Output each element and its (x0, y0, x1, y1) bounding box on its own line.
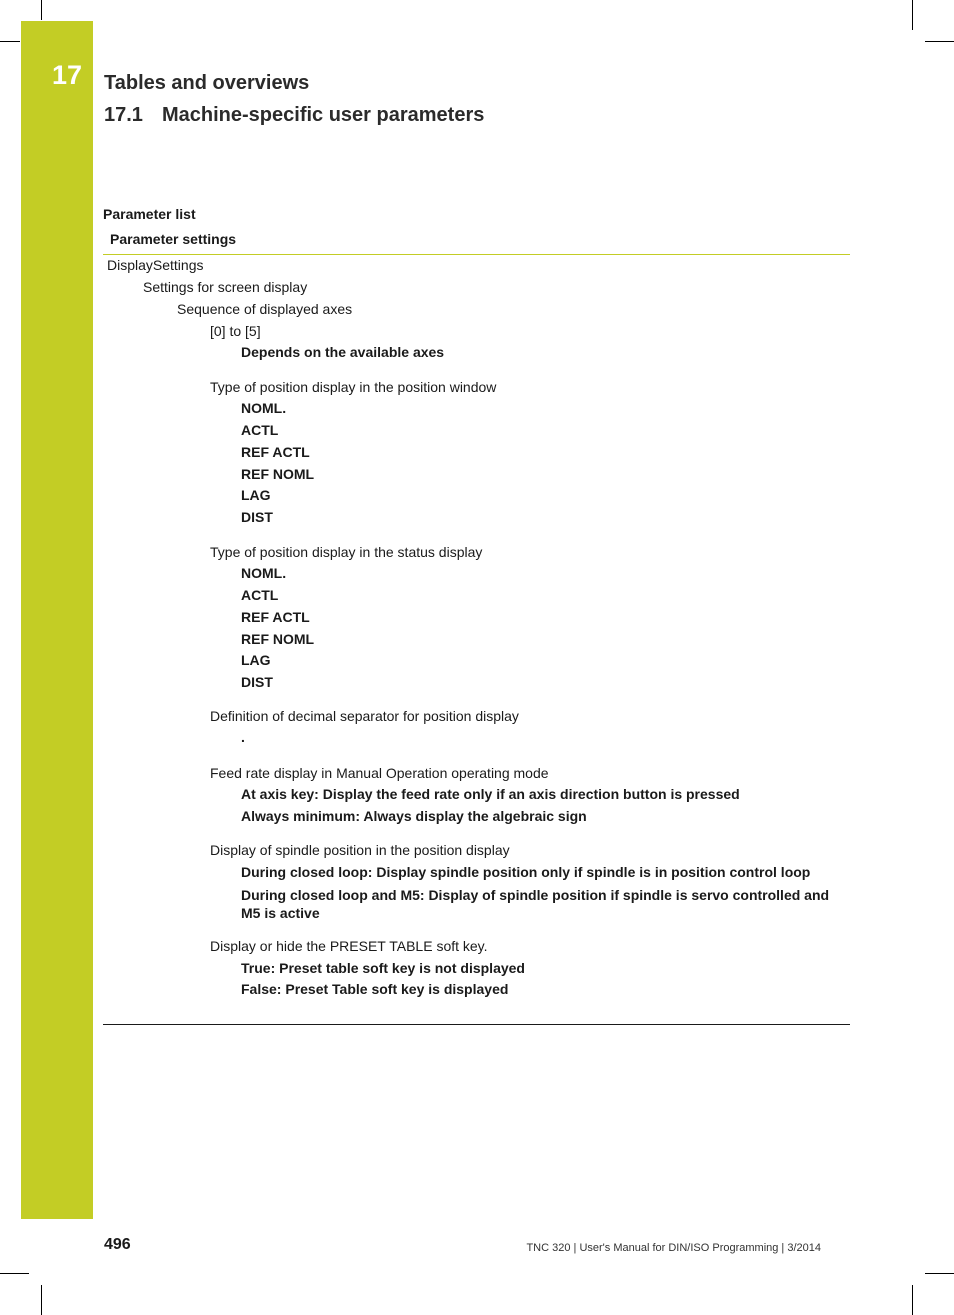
section-name: Machine-specific user parameters (162, 104, 485, 126)
crop-mark (0, 41, 20, 42)
param-option: NOML. (241, 400, 287, 416)
param-label: Display of spindle position in the position display (210, 842, 510, 858)
param-option: DIST (241, 509, 273, 525)
tree-group: Settings for screen display (143, 279, 308, 295)
param-option: During closed loop: Display spindle position only if spindle is in position control loop (241, 864, 811, 880)
section-number: 17.1 (104, 104, 143, 126)
param-option: At axis key: Display the feed rate only if an axis direction button is pressed (241, 786, 740, 802)
crop-mark (41, 0, 42, 20)
table-header: Parameter settings (110, 231, 237, 247)
param-option: During closed loop and M5: Display of spindle position if spindle is servo controlled and M5 is active (241, 887, 830, 921)
chapter-sidebar (21, 21, 93, 1219)
crop-mark (925, 41, 954, 42)
param-label: Type of position display in the status display (210, 544, 483, 560)
param-label: Feed rate display in Manual Operation operating mode (210, 765, 549, 781)
table-header-rule (103, 254, 850, 255)
param-option: REF ACTL (241, 444, 310, 460)
param-option: REF NOML (241, 466, 315, 482)
param-option: NOML. (241, 565, 287, 581)
param-option: LAG (241, 652, 271, 668)
parameter-list-title: Parameter list (103, 206, 196, 222)
table-bottom-rule (103, 1024, 850, 1025)
axes-value: Depends on the available axes (241, 344, 445, 360)
param-option: . (241, 729, 245, 745)
param-option: ACTL (241, 422, 279, 438)
crop-mark (0, 1273, 29, 1274)
axes-range: [0] to [5] (210, 323, 261, 339)
crop-mark (912, 1285, 913, 1315)
param-option: LAG (241, 487, 271, 503)
param-option: False: Preset Table soft key is displayed (241, 981, 509, 997)
tree-root: DisplaySettings (107, 257, 204, 273)
param-option: DIST (241, 674, 273, 690)
param-option: True: Preset table soft key is not displayed (241, 960, 525, 976)
param-option: REF ACTL (241, 609, 310, 625)
footer-text: TNC 320 | User's Manual for DIN/ISO Programming | 3/2014 (526, 1242, 821, 1254)
param-label: Type of position display in the position window (210, 379, 497, 395)
section-title (104, 104, 484, 127)
crop-mark (912, 0, 913, 30)
param-option: REF NOML (241, 631, 315, 647)
chapter-title: Tables and overviews (104, 72, 310, 94)
param-label: Definition of decimal separator for position display (210, 708, 519, 724)
param-label: Display or hide the PRESET TABLE soft key. (210, 938, 488, 954)
page-number: 496 (104, 1236, 131, 1253)
param-option: Always minimum: Always display the algebraic sign (241, 808, 587, 824)
crop-mark (41, 1285, 42, 1315)
crop-mark (925, 1273, 954, 1274)
tree-subgroup: Sequence of displayed axes (177, 301, 353, 317)
chapter-number: 17 (52, 60, 83, 90)
param-option: ACTL (241, 587, 279, 603)
